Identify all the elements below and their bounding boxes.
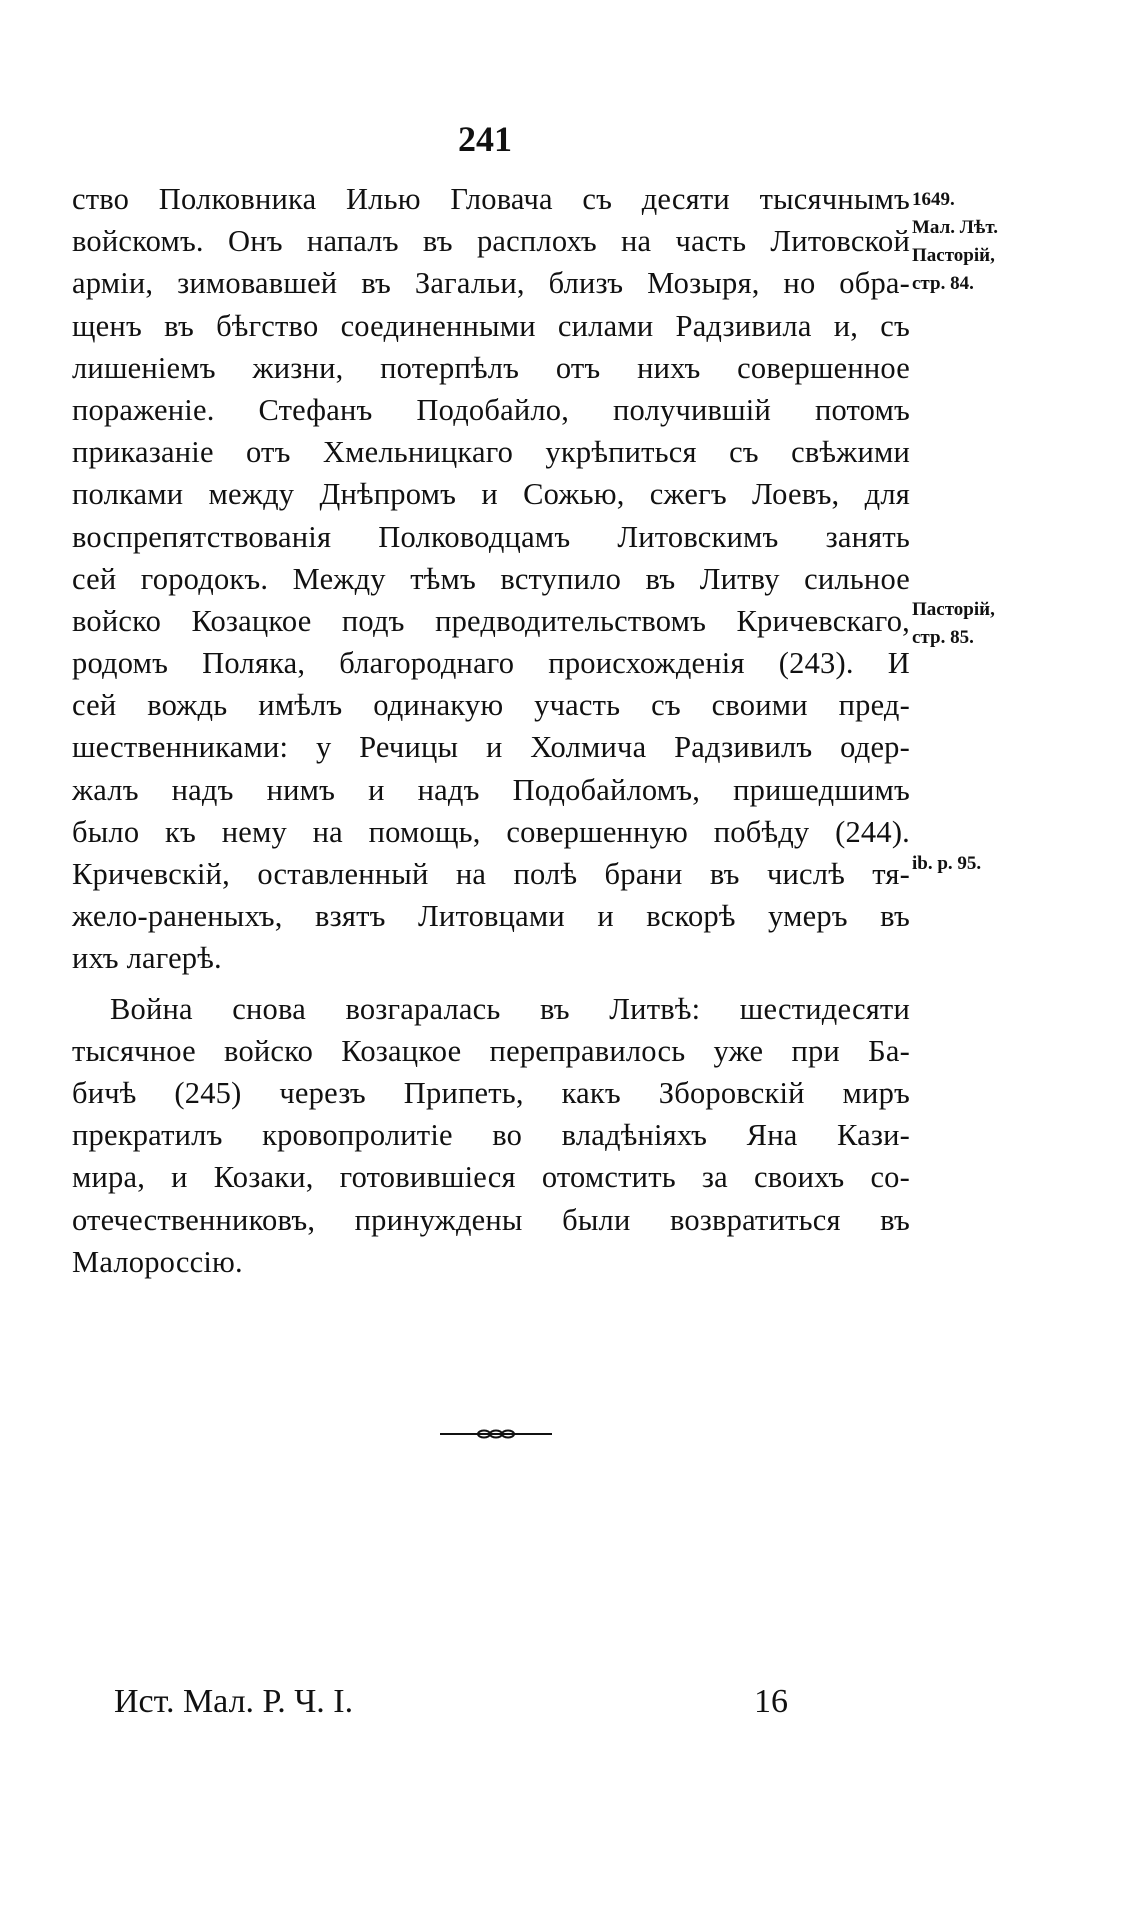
text-line: Война снова возгаралась въ Литвѣ: шестидесяти [110, 991, 910, 1026]
text-line: прекратилъ кровопролитіе во владѣніяхъ Яна Кази- [72, 1118, 910, 1153]
text-line: было къ нему на помощь, совершенную побѣду (244). [72, 814, 910, 849]
text-line: войско Козацкое подъ предводительствомъ Кричевскаго, [72, 603, 910, 638]
margin-note-page: стр. 85. [912, 627, 974, 648]
text-line: Кричевскій, оставленный на полѣ брани въ числѣ тя- [72, 857, 910, 891]
text-line: сей вождь имѣлъ одинакую участь съ своими пред- [72, 688, 910, 723]
body-text [72, 178, 910, 1283]
margin-note-year: 1649. [912, 189, 955, 210]
margin-note-page: стр. 84. [912, 273, 974, 294]
text-line: родомъ Поляка, благороднаго происхожденія (243). И [72, 646, 910, 681]
text-line: Малороссію. [72, 1244, 243, 1279]
margin-note-source: Мал. Лѣт. [912, 217, 998, 238]
text-line: войскомъ. Онъ напалъ въ расплохъ на часть Литовской [72, 224, 910, 259]
text-line: мира, и Козаки, готовившіеся отомстить за своихъ со- [72, 1160, 910, 1195]
text-line: шественниками: у Речицы и Холмича Радзивилъ одер- [72, 730, 910, 765]
text-line: воспрепятствованія Полководцамъ Литовскимъ занять [72, 519, 910, 554]
page-number: 241 [458, 119, 512, 159]
margin-note-ibid: ib. p. 95. [912, 853, 982, 874]
margin-note-source: Пасторій, [912, 599, 995, 620]
text-line: жело-раненыхъ, взятъ Литовцами и вскорѣ умеръ въ [72, 899, 910, 934]
text-line: отечественниковъ, принуждены были возвратиться въ [72, 1202, 910, 1237]
text-line: сей городокъ. Между тѣмъ вступило въ Литву сильное [72, 561, 910, 596]
signature-mark: Ист. Мал. Р. Ч. I. [114, 1683, 354, 1720]
text-line: приказаніе отъ Хмельницкаго укрѣпиться съ свѣжими [72, 435, 910, 470]
text-line: арміи, зимовавшей въ Загальи, близъ Мозыря, но обра- [72, 266, 910, 301]
text-line: пораженіе. Стефанъ Подобайло, получившій потомъ [72, 392, 910, 427]
text-line: щенъ въ бѣгство соединенными силами Радзивила и, съ [72, 308, 910, 343]
text-line: ихъ лагерѣ. [72, 941, 222, 976]
ornament-divider [440, 1428, 552, 1440]
text-line: ство Полковника Илью Гловача съ десяти тысячнымъ [72, 182, 910, 216]
text-line: лишеніемъ жизни, потерпѣлъ отъ нихъ совершенное [72, 350, 910, 385]
text-line: жалъ надъ нимъ и надъ Подобайломъ, пришедшимъ [72, 772, 910, 807]
sheet-number: 16 [754, 1683, 788, 1720]
text-line: бичѣ (245) черезъ Припеть, какъ Зборовскій миръ [72, 1075, 910, 1110]
text-line: полками между Днѣпромъ и Сожью, сжегъ Лоевъ, для [72, 477, 910, 512]
margin-note-source: Пасторій, [912, 245, 995, 266]
text-line: тысячное войско Козацкое переправилось уже при Ба- [72, 1033, 910, 1068]
